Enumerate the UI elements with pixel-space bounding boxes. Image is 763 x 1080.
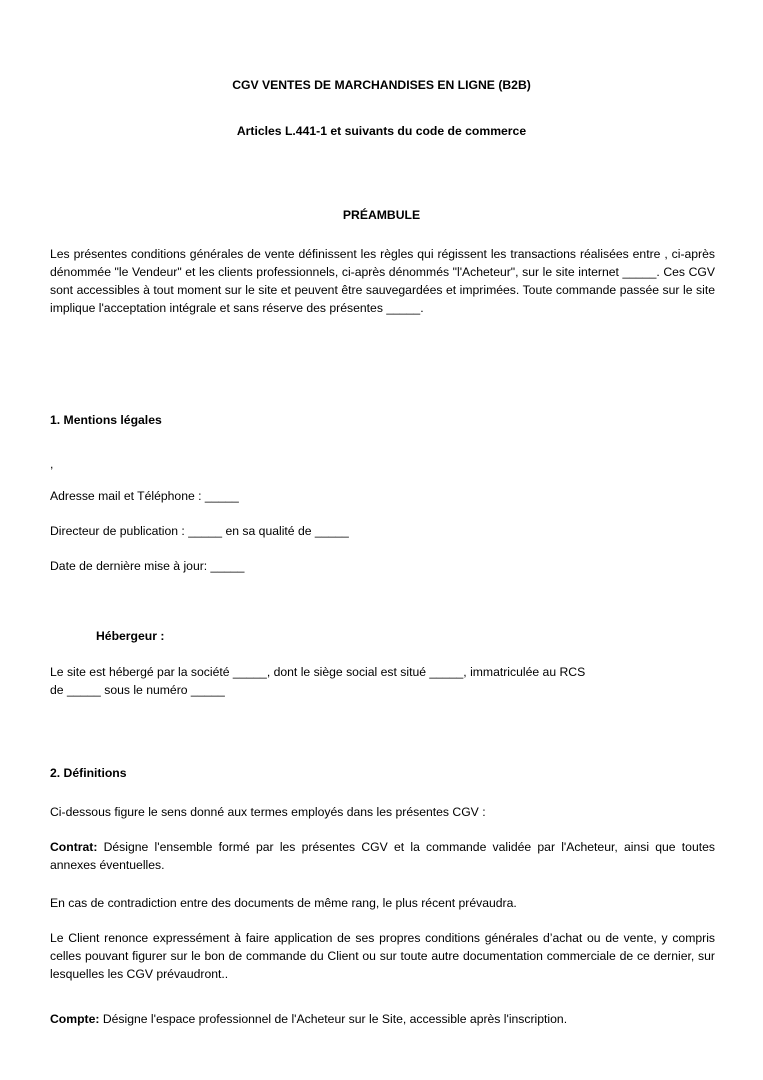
section2-heading: 2. Définitions xyxy=(50,766,127,780)
document-title: CGV VENTES DE MARCHANDISES EN LIGNE (B2B) xyxy=(232,78,531,92)
compte-term: Compte: xyxy=(50,1012,100,1026)
section1-comma: , xyxy=(50,457,54,471)
compte-text: Désigne l'espace professionnel de l'Acheteur sur le Site, accessible après l'inscription. xyxy=(99,1012,568,1026)
definition-compte xyxy=(50,1010,715,1028)
host-line-1: Le site est hébergé par la société _____, dont le siège social est situé _____, immatriculée au RCS xyxy=(50,665,586,679)
last-update-line: Date de dernière mise à jour: _____ xyxy=(50,559,245,573)
section1-heading: 1. Mentions légales xyxy=(50,413,162,427)
definition-contrat xyxy=(50,838,715,874)
contradiction-text: En cas de contradiction entre des documents de même rang, le plus récent prévaudra. xyxy=(50,896,517,910)
contrat-term: Contrat: xyxy=(50,840,98,854)
client-waiver-text: Le Client renonce expressément à faire application de ses propres conditions générales d’achat ou de vente, y compris celles pouvant figurer sur le bon de commande du Client ou sur toute autre documentation commerciale de ce dernier, sur lesquelles les CGV prévaudront.. xyxy=(50,931,715,981)
contrat-text: Désigne l'ensemble formé par les présentes CGV et la commande validée par l'Acheteur, ainsi que toutes annexes éventuelles. xyxy=(50,840,715,872)
host-heading: Hébergeur : xyxy=(96,629,165,643)
preamble-text: Les présentes conditions générales de vente définissent les règles qui régissent les transactions réalisées entre , ci-après dénommée "le Vendeur" et les clients professionnels, ci-après dénommés "l'Acheteur", sur le site internet _____. Ces CGV sont accessibles à tout moment sur le site et peuvent être sauvegardées et imprimées. Toute commande passée sur le site implique l'acceptation intégrale et sans réserve des présentes _____. xyxy=(50,247,715,315)
host-line-2: de _____ sous le numéro _____ xyxy=(50,683,225,697)
email-phone-line: Adresse mail et Téléphone : _____ xyxy=(50,489,239,503)
document-subtitle: Articles L.441-1 et suivants du code de commerce xyxy=(236,124,527,138)
publication-director-line: Directeur de publication : _____ en sa qualité de _____ xyxy=(50,524,349,538)
definitions-intro: Ci-dessous figure le sens donné aux termes employés dans les présentes CGV : xyxy=(50,805,486,819)
preamble-heading: PRÉAMBULE xyxy=(342,208,421,222)
